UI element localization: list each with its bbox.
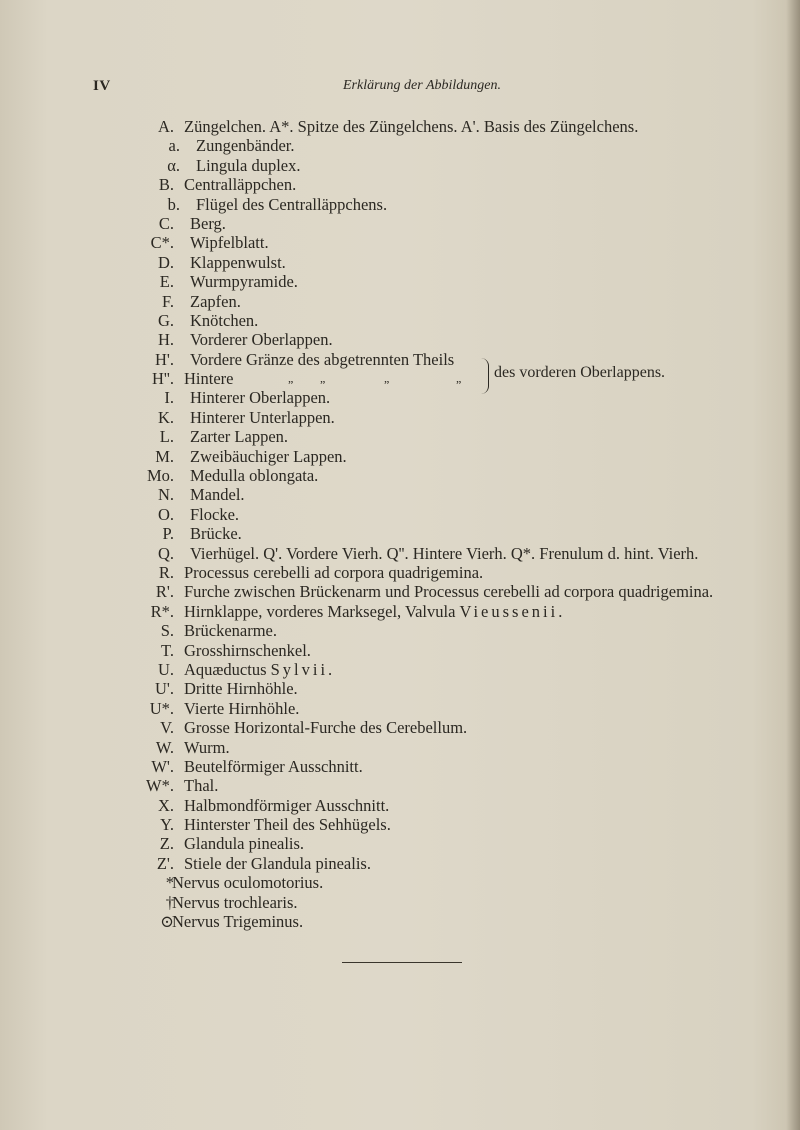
ditto-mark: „ xyxy=(288,371,294,386)
entry-text: Centralläppchen. xyxy=(184,175,297,195)
entry-text: Brücke. xyxy=(190,524,242,544)
legend-entry xyxy=(0,330,800,349)
entry-text: Zweibäuchiger Lappen. xyxy=(190,446,347,466)
entry-label: α. xyxy=(167,155,180,175)
legend-entry xyxy=(0,272,800,291)
entry-label: E. xyxy=(159,272,174,292)
entry-label: W'. xyxy=(151,756,174,776)
entry-text: Wipfelblatt. xyxy=(190,233,269,253)
legend-entry xyxy=(0,253,800,272)
entry-text: Furche zwischen Brückenarm und Processus cerebelli ad corpora quadrigemina. xyxy=(184,582,714,602)
entry-label: F. xyxy=(162,291,174,311)
end-rule-divider xyxy=(342,962,462,963)
legend-entry xyxy=(0,776,800,795)
entry-text xyxy=(184,602,565,621)
legend-entry xyxy=(0,757,800,776)
legend-entry xyxy=(0,408,800,427)
entry-text: Zungenbänder. xyxy=(196,136,295,156)
entry-text: Züngelchen. A*. Spitze des Züngelchens. A'. Basis des Züngelchens. xyxy=(184,117,639,136)
legend-entry xyxy=(0,582,800,601)
legend-entry xyxy=(0,485,800,504)
legend-entry xyxy=(0,834,800,853)
entry-text: Wurm. xyxy=(184,737,230,757)
legend-entry xyxy=(0,738,800,757)
entry-text: Halbmondförmiger Ausschnitt. xyxy=(184,795,390,815)
entry-text: Hinterer Unterlappen. xyxy=(190,407,335,427)
entry-label: U*. xyxy=(149,698,174,718)
entry-label: W*. xyxy=(146,776,174,796)
legend-entry xyxy=(0,156,800,175)
entry-text: Hinterer Oberlappen. xyxy=(190,388,331,408)
entry-text: Knötchen. xyxy=(190,310,259,330)
ditto-mark: „ xyxy=(456,371,462,386)
legend-entry xyxy=(0,873,800,892)
legend-entry xyxy=(0,912,800,931)
legend-entry xyxy=(0,195,800,214)
entry-label: C*. xyxy=(150,233,174,253)
entry-label: B. xyxy=(158,175,174,195)
legend-entry xyxy=(0,718,800,737)
entry-text: Flügel des Centralläppchens. xyxy=(196,194,388,214)
entry-text-spaced: Vieussenii. xyxy=(459,601,566,621)
entry-label: a. xyxy=(168,136,180,156)
legend-entry xyxy=(0,427,800,446)
circled-dot-icon: ⊙ xyxy=(160,912,174,932)
legend-entry xyxy=(0,505,800,524)
legend-entry xyxy=(0,563,800,582)
entry-label: D. xyxy=(157,252,174,272)
entry-text: Zarter Lappen. xyxy=(190,427,289,447)
entry-text: Thal. xyxy=(184,776,219,796)
legend-entry xyxy=(0,233,800,252)
entry-label: H''. xyxy=(152,369,174,389)
legend-entry xyxy=(0,369,800,388)
entry-label: R'. xyxy=(155,582,174,602)
entry-label: Z. xyxy=(159,834,174,854)
legend-entry xyxy=(0,854,800,873)
entry-label: N. xyxy=(157,485,174,505)
legend-entry xyxy=(0,699,800,718)
legend-entry xyxy=(0,292,800,311)
entry-label: K. xyxy=(157,407,174,427)
entry-label: U. xyxy=(157,659,174,679)
entry-text: Nervus trochlearis. xyxy=(172,892,298,912)
entry-label: A. xyxy=(157,117,174,136)
asterisk-icon: * xyxy=(165,873,174,893)
entry-text: Grosse Horizontal-Furche des Cerebellum. xyxy=(184,718,468,738)
entry-label: Mo. xyxy=(146,466,174,486)
entry-label: H. xyxy=(157,330,174,350)
legend-entry xyxy=(0,641,800,660)
brace-note: des vorderen Oberlappens. xyxy=(494,364,666,381)
entry-text: Stiele der Glandula pinealis. xyxy=(184,853,371,873)
entry-label: I. xyxy=(164,388,174,408)
entry-text: Dritte Hirnhöhle. xyxy=(184,679,298,699)
entry-label: Y. xyxy=(160,815,174,835)
entry-text: Vierte Hirnhöhle. xyxy=(184,698,300,718)
legend-entry xyxy=(0,544,800,563)
entry-label: C. xyxy=(158,213,174,233)
entry-text: Nervus Trigeminus. xyxy=(172,912,304,932)
dagger-icon: † xyxy=(165,892,174,912)
right-brace-icon xyxy=(480,358,489,394)
legend-entry xyxy=(0,214,800,233)
entry-label: G. xyxy=(157,310,174,330)
entry-label: V. xyxy=(160,718,174,738)
entry-label: Z'. xyxy=(156,853,174,873)
legend-entry xyxy=(0,796,800,815)
entry-text: Berg. xyxy=(190,213,226,233)
legend-entry xyxy=(0,815,800,834)
running-title: Erklärung der Abbildungen. xyxy=(343,78,502,93)
entry-label: M. xyxy=(155,446,174,466)
entry-text: Nervus oculomotorius. xyxy=(172,873,324,893)
legend-list xyxy=(0,117,800,931)
entry-label: R. xyxy=(158,562,174,582)
entry-text xyxy=(184,660,335,679)
entry-label: L. xyxy=(159,427,174,447)
legend-entry xyxy=(0,311,800,330)
page-number: IV xyxy=(93,78,111,94)
entry-text: Vierhügel. Q'. Vordere Vierh. Q''. Hintere Vierh. Q*. Frenulum d. hint. Vierh. xyxy=(190,543,699,563)
entry-label: T. xyxy=(161,640,174,660)
legend-entry xyxy=(0,136,800,155)
entry-text: Mandel. xyxy=(190,485,245,505)
entry-label: U'. xyxy=(154,679,174,699)
entry-label: H'. xyxy=(154,349,174,369)
entry-text: Lingula duplex. xyxy=(196,155,301,175)
entry-text-main: Hirnklappe, vorderes Marksegel, Valvula xyxy=(184,601,456,621)
entry-text: Hintere xyxy=(184,369,234,389)
legend-entry xyxy=(0,602,800,621)
entry-text: Vorderer Oberlappen. xyxy=(190,330,333,350)
entry-text: Medulla oblongata. xyxy=(190,466,319,486)
entry-text: Glandula pinealis. xyxy=(184,834,305,854)
entry-label: Q. xyxy=(157,543,174,563)
entry-label: P. xyxy=(162,524,174,544)
entry-text-main: Aquæductus xyxy=(184,659,267,679)
entry-text: Zapfen. xyxy=(190,291,241,311)
entry-label: O. xyxy=(157,504,174,524)
legend-entry xyxy=(0,175,800,194)
legend-entry xyxy=(0,893,800,912)
entry-text: Wurmpyramide. xyxy=(190,272,298,292)
entry-text: Brückenarme. xyxy=(184,621,277,641)
entry-text: Hinterster Theil des Sehhügels. xyxy=(184,815,391,835)
entry-text: Flocke. xyxy=(190,504,240,524)
ditto-mark: „ xyxy=(384,371,390,386)
entry-text: Vordere Gränze des abgetrennten Theils xyxy=(190,349,455,369)
legend-entry xyxy=(0,660,800,679)
legend-entry xyxy=(0,679,800,698)
entry-text: Processus cerebelli ad corpora quadrigemina. xyxy=(184,562,484,582)
legend-entry xyxy=(0,350,800,369)
entry-label: S. xyxy=(160,621,174,641)
ditto-mark: „ xyxy=(320,371,326,386)
legend-entry xyxy=(0,447,800,466)
entry-text: Beutelförmiger Ausschnitt. xyxy=(184,756,363,776)
entry-text: Klappenwulst. xyxy=(190,252,286,272)
entry-text: Grosshirnschenkel. xyxy=(184,640,311,660)
entry-label: W. xyxy=(155,737,174,757)
legend-entry xyxy=(0,388,800,407)
entry-label: b. xyxy=(167,194,180,214)
entry-label: R*. xyxy=(150,601,174,621)
legend-entry xyxy=(0,117,800,136)
page-header xyxy=(93,78,740,98)
entry-label: X. xyxy=(157,795,174,815)
entry-text-spaced: Sylvii. xyxy=(270,659,336,679)
legend-entry xyxy=(0,466,800,485)
legend-entry xyxy=(0,621,800,640)
legend-entry xyxy=(0,524,800,543)
